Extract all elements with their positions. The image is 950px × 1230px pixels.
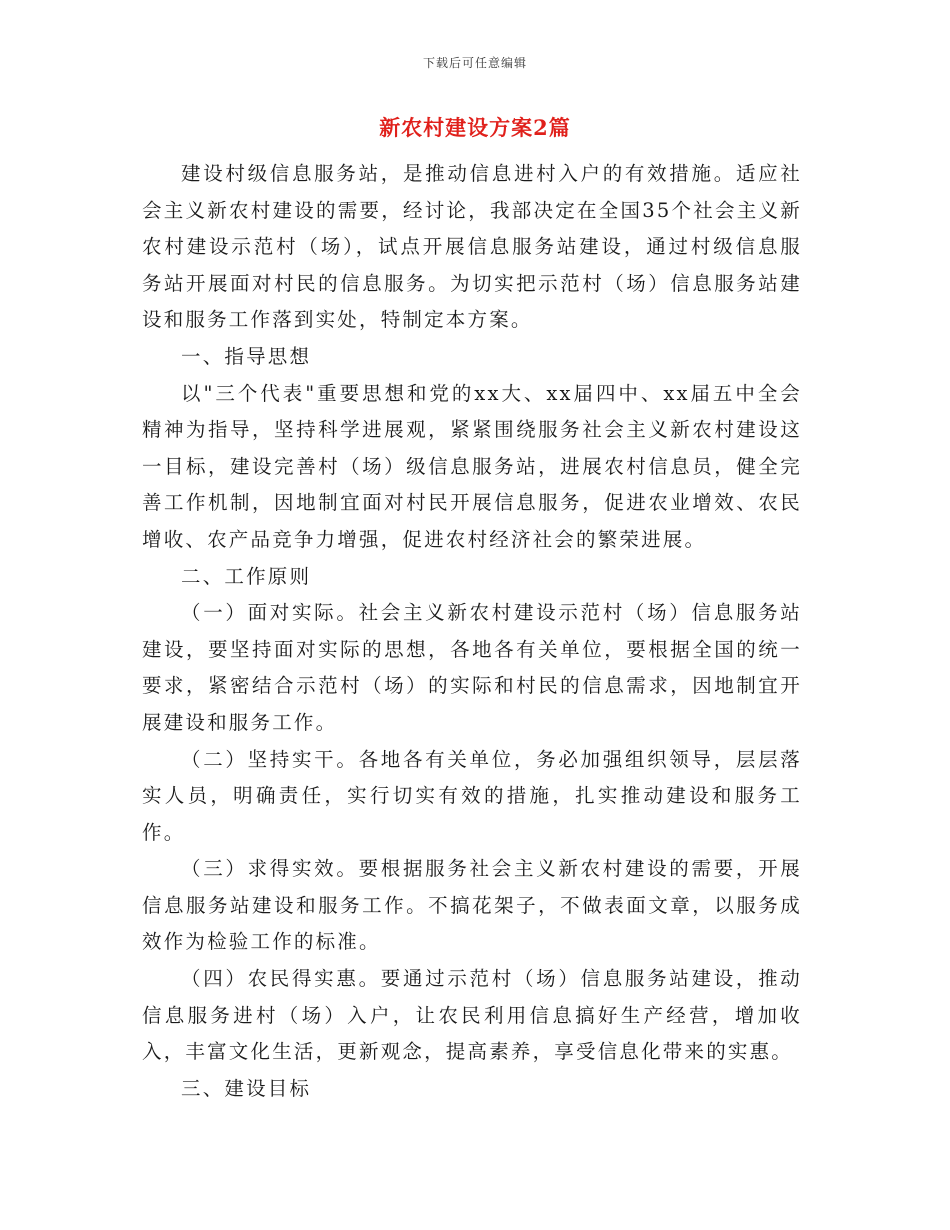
document-title: 新农村建设方案2篇 — [379, 115, 571, 140]
header-note: 下载后可任意编辑 — [422, 56, 527, 70]
section-heading-guiding-ideology: 一、指导思想 — [181, 344, 312, 368]
section-heading-work-principles: 二、工作原则 — [181, 564, 312, 588]
paragraph-principle-1: （一）面对实际。社会主义新农村建设示范村（场）信息服务站建设，要坚持面对实际的思想，各地各有关单位，要根据全国的统一要求，紧密结合示范村（场）的实际和村民的信息需求，因地制宜开展建设和服务工作。 — [142, 601, 802, 734]
paragraph-principle-2: （二）坚持实干。各地各有关单位，务必加强组织领导，层层落实人员，明确责任，实行切实有效的措施，扎实推动建设和服务工作。 — [142, 747, 802, 844]
paragraph-intro: 建设村级信息服务站，是推动信息进村入户的有效措施。适应社会主义新农村建设的需要，经讨论，我部决定在全国35个社会主义新农村建设示范村（场），试点开展信息服务站建设，通过村级信息服务站开展面对村民的信息服务。为切实把示范村（场）信息服务站建设和服务工作落到实处，特制定本方案。 — [142, 162, 802, 332]
paragraph-principle-4: （四）农民得实惠。要通过示范村（场）信息服务站建设，推动信息服务进村（场）入户，让农民利用信息搞好生产经营，增加收入，丰富文化生活，更新观念，提高素养，享受信息化带来的实惠。 — [142, 967, 802, 1064]
paragraph-principle-3: （三）求得实效。要根据服务社会主义新农村建设的需要，开展信息服务站建设和服务工作。不搞花架子，不做表面文章，以服务成效作为检验工作的标准。 — [142, 857, 802, 954]
section-heading-construction-goals: 三、建设目标 — [181, 1076, 312, 1100]
document-body — [142, 156, 802, 1107]
paragraph-guiding-ideology: 以"三个代表"重要思想和党的xx大、xx届四中、xx届五中全会精神为指导，坚持科学进展观，紧紧围绕服务社会主义新农村建设这一目标，建设完善村（场）级信息服务站，进展农村信息员，健全完善工作机制，因地制宜面对村民开展信息服务，促进农业增效、农民增收、农产品竞争力增强，促进农村经济社会的繁荣进展。 — [142, 381, 802, 551]
